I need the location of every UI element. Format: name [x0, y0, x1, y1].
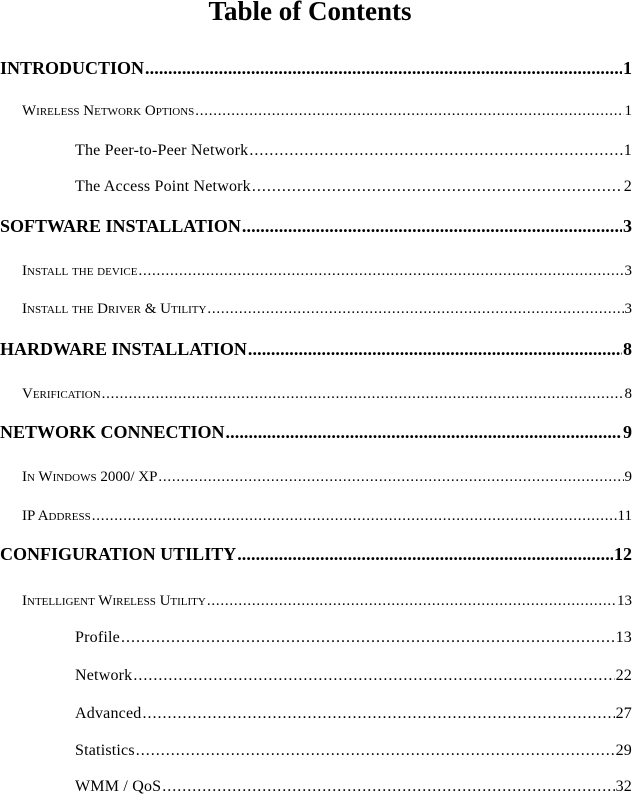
toc-entry-network[interactable] — [75, 666, 632, 686]
toc-entry-label: Install the device — [22, 263, 138, 279]
toc-entry-page-number: 32 — [615, 778, 632, 795]
toc-entry-configuration-utility[interactable] — [0, 543, 632, 565]
toc-entry-software-installation[interactable] — [0, 215, 632, 237]
toc-entry-label: Advanced — [75, 705, 142, 722]
toc-entry-page-number: 9 — [623, 422, 632, 442]
dot-leader — [162, 777, 614, 797]
toc-entry-page-number: 1 — [623, 58, 632, 78]
toc-entry-advanced[interactable] — [75, 704, 632, 724]
dot-leader — [142, 704, 614, 724]
toc-entry-label: INTRODUCTION — [0, 58, 145, 78]
dot-leader — [252, 177, 623, 197]
toc-entry-label: Statistics — [75, 742, 135, 759]
toc-entry-install-the-device[interactable] — [22, 261, 632, 281]
toc-entry-label: Wireless Network Options — [22, 103, 195, 119]
toc-entry-label: CONFIGURATION UTILITY — [0, 544, 237, 564]
dot-leader — [207, 299, 623, 319]
toc-entry-page-number: 8 — [624, 386, 632, 402]
toc-entry-page-number: 12 — [614, 544, 632, 564]
dot-leader — [249, 141, 622, 161]
dot-leader — [237, 543, 613, 565]
toc-entry-hardware-installation[interactable] — [0, 338, 632, 360]
toc-entry-page-number: 29 — [615, 742, 632, 759]
toc-entry-install-driver-utility[interactable] — [22, 299, 632, 319]
toc-entry-network-connection[interactable] — [0, 421, 632, 443]
dot-leader — [92, 506, 617, 526]
dot-leader — [158, 467, 623, 487]
toc-entry-page-number: 8 — [623, 339, 632, 359]
toc-entry-label: The Peer-to-Peer Network — [75, 142, 249, 159]
toc-entry-wmm-qos[interactable] — [75, 777, 632, 797]
toc-entry-label: SOFTWARE INSTALLATION — [0, 216, 241, 236]
dot-leader — [242, 215, 622, 237]
toc-entry-page-number: 3 — [624, 263, 632, 279]
toc-entry-page-number: 11 — [617, 508, 632, 524]
dot-leader — [136, 741, 615, 761]
dot-leader — [226, 421, 622, 443]
toc-entry-page-number: 3 — [623, 216, 632, 236]
dot-leader — [248, 338, 622, 360]
toc-entry-verification[interactable] — [22, 384, 632, 404]
toc-entry-introduction[interactable] — [0, 57, 632, 79]
page-title: Table of Contents — [208, 0, 412, 26]
toc-entry-label: Intelligent Wireless Utility — [22, 593, 206, 609]
toc-entry-label: Install the Driver & Utility — [22, 301, 207, 317]
toc-entry-label: HARDWARE INSTALLATION — [0, 339, 247, 359]
toc-entry-wireless-network-options[interactable] — [22, 101, 632, 121]
dot-leader — [121, 628, 615, 648]
toc-entry-page-number: 9 — [624, 469, 632, 485]
toc-entry-page-number: 13 — [617, 593, 632, 609]
toc-entry-peer-to-peer-network[interactable] — [75, 141, 632, 161]
toc-entry-label: Verification — [22, 386, 101, 402]
toc-entry-page-number: 1 — [624, 103, 632, 119]
toc-entry-label: Network — [75, 667, 133, 684]
dot-leader — [195, 101, 623, 121]
toc-entry-label: NETWORK CONNECTION — [0, 422, 225, 442]
toc-entry-in-windows[interactable] — [22, 467, 632, 487]
toc-entry-label: WMM / QoS — [75, 778, 162, 795]
toc-entry-label: Profile — [75, 629, 120, 646]
toc-entry-page-number: 22 — [615, 667, 632, 684]
toc-entry-page-number: 1 — [623, 142, 632, 159]
toc-entry-page-number: 13 — [615, 629, 632, 646]
toc-entry-page-number: 27 — [615, 705, 632, 722]
dot-leader — [207, 591, 616, 611]
toc-entry-label: The Access Point Network — [75, 178, 251, 195]
toc-entry-intelligent-wireless-utility[interactable] — [22, 591, 632, 611]
dot-leader — [145, 57, 622, 79]
dot-leader — [102, 384, 624, 404]
toc-entry-access-point-network[interactable] — [75, 177, 632, 197]
toc-entry-page-number: 3 — [624, 301, 632, 317]
dot-leader — [133, 666, 614, 686]
toc-entry-page-number: 2 — [623, 178, 632, 195]
toc-entry-profile[interactable] — [75, 628, 632, 648]
toc-entry-ip-address[interactable] — [22, 506, 632, 526]
toc-entry-label: In Windows 2000/ XP — [22, 469, 158, 485]
toc-entry-label: IP Address — [22, 508, 91, 524]
toc-entry-statistics[interactable] — [75, 741, 632, 761]
dot-leader — [139, 261, 624, 281]
